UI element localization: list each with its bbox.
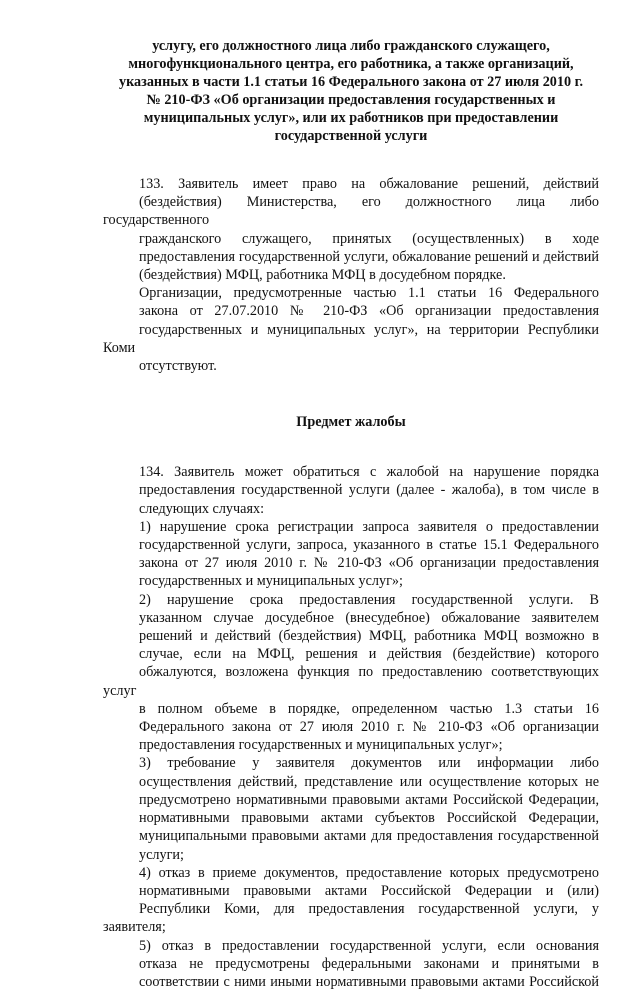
section-title: Предмет жалобы bbox=[296, 414, 406, 431]
text-line: осуществления действий, представление или осуществление которых не bbox=[139, 773, 599, 790]
text-line: муниципальными правовыми актами для предоставления государственной bbox=[139, 828, 599, 845]
text-line: отсутствуют. bbox=[139, 358, 217, 375]
text-line: случае, если на МФЦ, решения и действия (бездействие) которого bbox=[139, 646, 599, 663]
list-item-3 bbox=[103, 754, 599, 863]
text-line: соответствии с ними иными нормативными правовыми актами Российской bbox=[139, 973, 599, 990]
text-line: 133. Заявитель имеет право на обжалование решений, действий bbox=[139, 176, 599, 192]
paragraph-133 bbox=[103, 175, 599, 284]
spacer bbox=[103, 145, 599, 175]
text-line: государственных и муниципальных услуг»; bbox=[139, 573, 403, 590]
text-line: решений и действий (бездействия) МФЦ, работника МФЦ возможно в bbox=[139, 628, 599, 645]
list-item-4 bbox=[103, 864, 599, 937]
text-line: 2) нарушение срока предоставления государственной услуги. В bbox=[139, 591, 599, 608]
text-line: 1) нарушение срока регистрации запроса заявителя о предоставлении bbox=[139, 518, 599, 535]
text-line: 3) требование у заявителя документов или информации либо bbox=[139, 755, 599, 772]
text-line: предоставления государственной услуги (далее - жалоба), в том числе в bbox=[139, 482, 599, 499]
text-line: (бездействия) МФЦ, работника МФЦ в досудебном порядке. bbox=[139, 267, 506, 284]
text-line: услуги; bbox=[139, 846, 184, 863]
text-line: предусмотрено нормативными правовыми актами Российской Федерации, bbox=[139, 791, 599, 808]
list-item-1 bbox=[103, 518, 599, 591]
document-heading bbox=[103, 0, 599, 145]
text-line: следующих случаях: bbox=[139, 500, 265, 517]
text-line: отказа не предусмотрены федеральными законами и принятыми в bbox=[139, 955, 599, 972]
list-item-2 bbox=[103, 591, 599, 755]
document-page bbox=[103, 0, 599, 991]
text-line: государственных и муниципальных услуг», на территории Республики Коми bbox=[103, 321, 599, 356]
text-line: Организации, предусмотренные частью 1.1 статьи 16 Федерального bbox=[139, 285, 599, 302]
paragraph-134 bbox=[103, 463, 599, 518]
text-line: закона от 27.07.2010 № 210-ФЗ «Об организации предоставления bbox=[139, 303, 599, 320]
paragraph-organizations bbox=[103, 284, 599, 375]
spacer bbox=[103, 375, 599, 413]
heading-line: № 210-ФЗ «Об организации предоставления государственных и bbox=[146, 92, 556, 108]
text-line: в полном объеме в порядке, определенном частью 1.3 статьи 16 bbox=[139, 700, 599, 717]
heading-line: муниципальных услуг», или их работников при предоставлении bbox=[143, 110, 559, 126]
text-line: нормативными правовыми актами Российской Федерации и (или) bbox=[139, 882, 599, 899]
text-line: гражданского служащего, принятых (осуществленных) в ходе bbox=[139, 230, 599, 247]
heading-line: государственной услуги bbox=[274, 128, 428, 144]
heading-line: многофункционального центра, его работника, а также организаций, bbox=[128, 56, 574, 72]
list-item-5 bbox=[103, 937, 599, 991]
heading-line: указанных в части 1.1 статьи 16 Федерального закона от 27 июля 2010 г. bbox=[118, 74, 583, 90]
text-line: (бездействия) Министерства, его должностного лица либо государственного bbox=[103, 194, 599, 229]
text-line: указанном случае досудебное (внесудебное) обжалование заявителем bbox=[139, 609, 599, 626]
text-line: Федерального закона от 27 июля 2010 г. № 210-ФЗ «Об организации bbox=[139, 719, 599, 736]
text-line: 134. Заявитель может обратиться с жалобой на нарушение порядка bbox=[139, 464, 599, 481]
text-line: Республики Коми, для предоставления государственной услуги, у заявителя; bbox=[103, 901, 599, 936]
text-line: предоставления государственных и муниципальных услуг»; bbox=[139, 737, 503, 754]
text-line: 4) отказ в приеме документов, предоставление которых предусмотрено bbox=[139, 864, 599, 881]
text-line: государственной услуги, запроса, указанного в статье 15.1 Федерального bbox=[139, 537, 599, 554]
text-line: закона от 27 июля 2010 г. № 210-ФЗ «Об организации предоставления bbox=[139, 555, 599, 572]
text-line: нормативными правовыми актами субъектов Российской Федерации, bbox=[139, 810, 599, 827]
heading-line: услугу, его должностного лица либо гражданского служащего, bbox=[152, 38, 550, 54]
text-line: 5) отказ в предоставлении государственной услуги, если основания bbox=[139, 937, 599, 954]
spacer bbox=[103, 431, 599, 463]
text-line: обжалуются, возложена функция по предоставлению соответствующих услуг bbox=[103, 664, 599, 699]
text-line: предоставления государственной услуги, обжалование решений и действий bbox=[139, 248, 599, 265]
